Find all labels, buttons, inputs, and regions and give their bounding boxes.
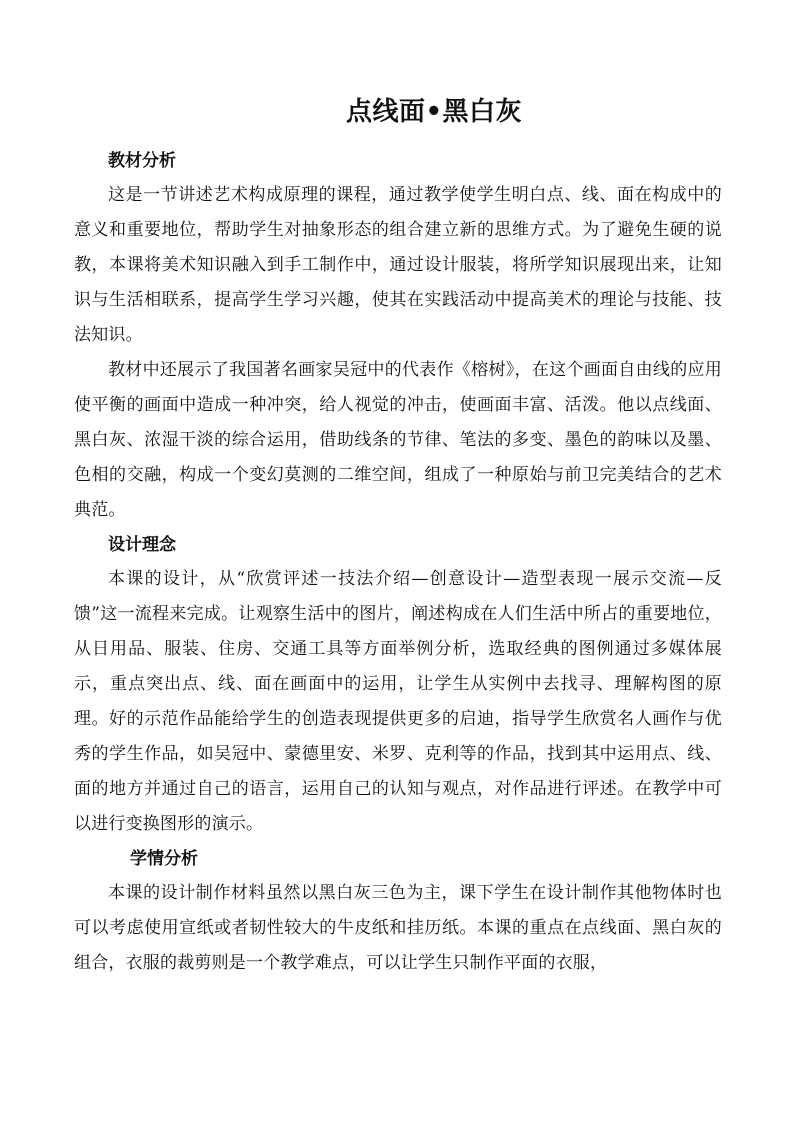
section-design-concept [74,528,722,842]
section-heading: 学情分析 [130,849,198,869]
document-body [74,144,722,981]
section-student-analysis [74,842,722,981]
paragraph: 本课的设计制作材料虽然以黑白灰三色为主，课下学生在设计制作其他物体时也可以考虑使用宣纸或者韧性较大的牛皮纸和挂历纸。本课的重点在点线面、黑白灰的组合，衣服的裁剪则是一个教学难点，可以让学生只制作平面的衣服， [74,883,722,973]
paragraph: 这是一节讲述艺术构成原理的课程，通过教学使学生明白点、线、面在构成中的意义和重要地位，帮助学生对抽象形态的组合建立新的思维方式。为了避免生硬的说教，本课将美术知识融入到手工制作中，通过设计服装，将所学知识展现出来，让知识与生活相联系，提高学生学习兴趣，使其在实践活动中提高美术的理论与技能、技法知识。 [74,185,722,345]
section-heading: 设计理念 [108,535,176,555]
document-title: 点线面•黑白灰 [345,97,523,127]
section-textbook-analysis [74,144,722,528]
paragraph: 教材中还展示了我国著名画家吴冠中的代表作《榕树》，在这个画面自由线的应用使平衡的画面中造成一种冲突，给人视觉的冲击，使画面丰富、活泼。他以点线面、黑白灰、浓湿干淡的综合运用，借助线条的节律、笔法的多变、墨色的韵味以及墨、色相的交融，构成一个变幻莫测的二维空间，组成了一种原始与前卫完美结合的艺术典范。 [74,360,722,520]
paragraph: 本课的设计，从“欣赏评述一技法介绍—创意设计—造型表现一展示交流—反馈”这一流程来完成。让观察生活中的图片，阐述构成在人们生活中所占的重要地位，从日用品、服装、住房、交通工具等方面举例分析，选取经典的图例通过多媒体展示，重点突出点、线、面在画面中的运用，让学生从实例中去找寻、理解构图的原理。好的示范作品能给学生的创造表现提供更多的启迪，指导学生欣赏名人画作与优秀的学生作品，如吴冠中、蒙德里安、米罗、克利等的作品，找到其中运用点、线、面的地方并通过自己的语言，运用自己的认知与观点，对作品进行评述。在教学中可以进行变换图形的演示。 [74,569,722,834]
section-heading: 教材分析 [108,151,176,171]
